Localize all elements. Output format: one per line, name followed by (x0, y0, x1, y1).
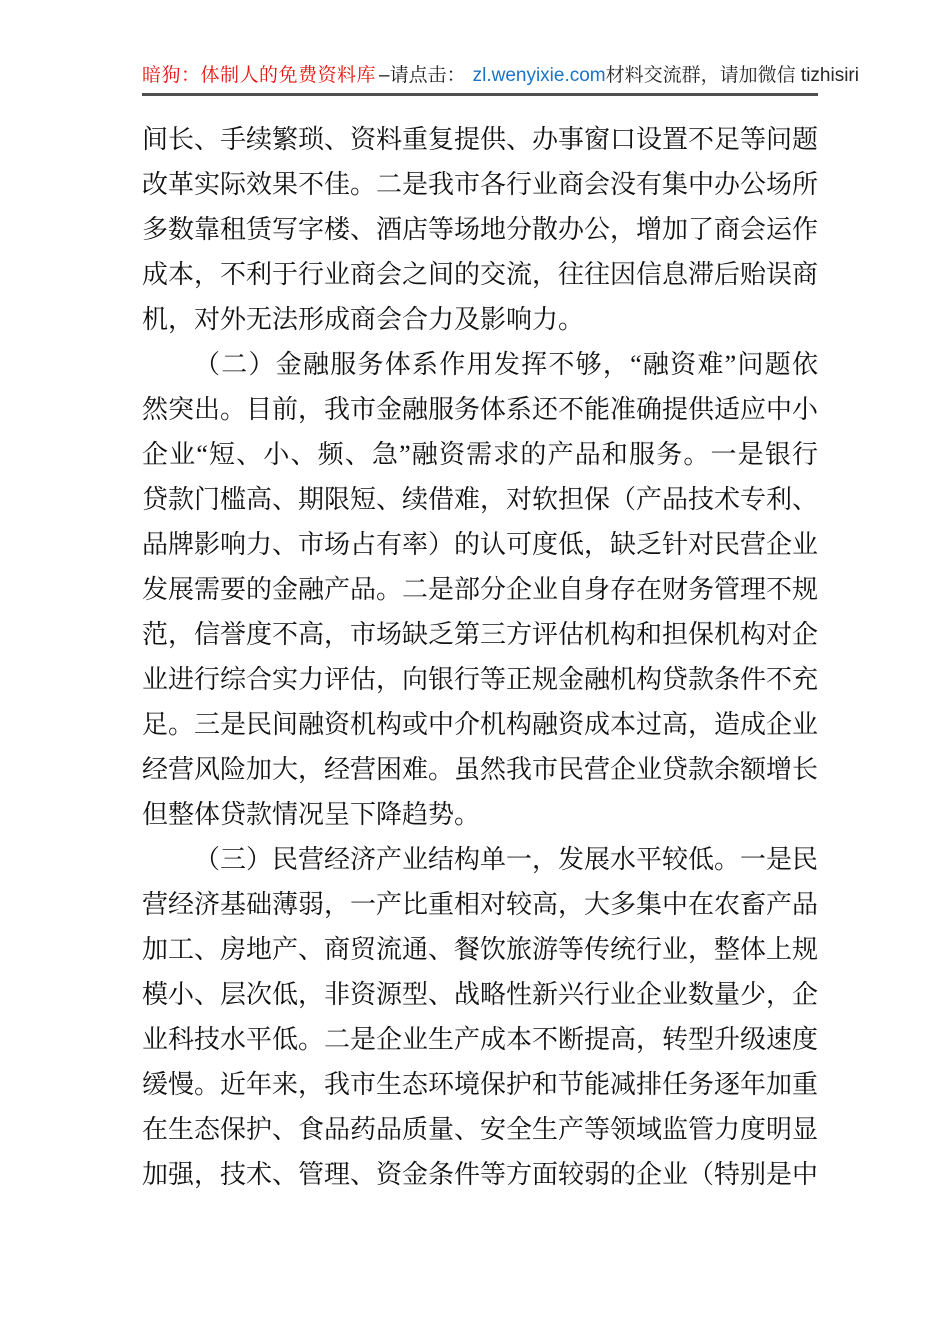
text-line: 机，对外无法形成商会合力及影响力。 (142, 305, 585, 334)
paragraph (142, 117, 818, 342)
text-line: 企业“短、小、频、急”融资需求的产品和服务。一是银行 (142, 440, 818, 469)
text-line: 模小、层次低，非资源型、战略性新兴行业企业数量少，企 (142, 980, 818, 1009)
text-line: 经营风险加大，经营困难。虽然我市民营企业贷款余额增长 (142, 755, 818, 784)
text-line: 改革实际效果不佳。二是我市各行业商会没有集中办公场所 (142, 170, 818, 199)
text-line: 成本，不利于行业商会之间的交流，往往因信息滞后贻误商 (142, 260, 818, 289)
brand-text: 暗狗：体制人的免费资料库 (142, 65, 377, 86)
text-line: 加工、房地产、商贸流通、餐饮旅游等传统行业，整体上规 (142, 935, 818, 964)
text-line: 然突出。目前，我市金融服务体系还不能准确提供适应中小 (142, 395, 818, 424)
text-line: （二）金融服务体系作用发挥不够，“融资难”问题依 (194, 350, 818, 379)
text-line: 足。三是民间融资机构或中介机构融资成本过高，造成企业 (142, 710, 818, 739)
text-line: （三）民营经济产业结构单一，发展水平较低。一是民 (194, 845, 818, 874)
text-line: 业进行综合实力评估，向银行等正规金融机构贷款条件不充 (142, 665, 818, 694)
text-line: 营经济基础薄弱，一产比重相对较高，大多集中在农畜产品 (142, 890, 818, 919)
text-line: 贷款门槛高、期限短、续借难，对软担保（产品技术专利、 (142, 485, 818, 514)
text-line: 品牌影响力、市场占有率）的认可度低，缺乏针对民营企业 (142, 530, 818, 559)
text-line: 间长、手续繁琐、资料重复提供、办事窗口设置不足等问题 (142, 125, 818, 154)
text-line: 范，信誉度不高，市场缺乏第三方评估机构和担保机构对企 (142, 620, 818, 649)
text-line: 多数靠租赁写字楼、酒店等场地分散办公，增加了商会运作 (142, 215, 818, 244)
document-body (142, 117, 818, 1197)
text-line: 在生态保护、食品药品质量、安全生产等领域监管力度明显 (142, 1115, 818, 1144)
header-divider (142, 93, 818, 96)
text-line: 缓慢。近年来，我市生态环境保护和节能减排任务逐年加重 (142, 1070, 818, 1099)
paragraph (142, 837, 818, 1197)
site-link[interactable]: zl.wenyixie.com (472, 65, 606, 86)
paragraph (142, 342, 818, 837)
text-line: 发展需要的金融产品。二是部分企业自身存在财务管理不规 (142, 575, 818, 604)
text-line: 加强，技术、管理、资金条件等方面较弱的企业（特别是中 (142, 1160, 818, 1189)
click-prompt-text: –请点击： (379, 65, 466, 86)
text-line: 但整体贷款情况呈下降趋势。 (142, 800, 481, 829)
text-line: 业科技水平低。二是企业生产成本不断提高，转型升级速度 (142, 1025, 818, 1054)
promo-header (142, 62, 859, 90)
contact-text: 材料交流群，请加微信 tizhisiri (605, 65, 859, 86)
